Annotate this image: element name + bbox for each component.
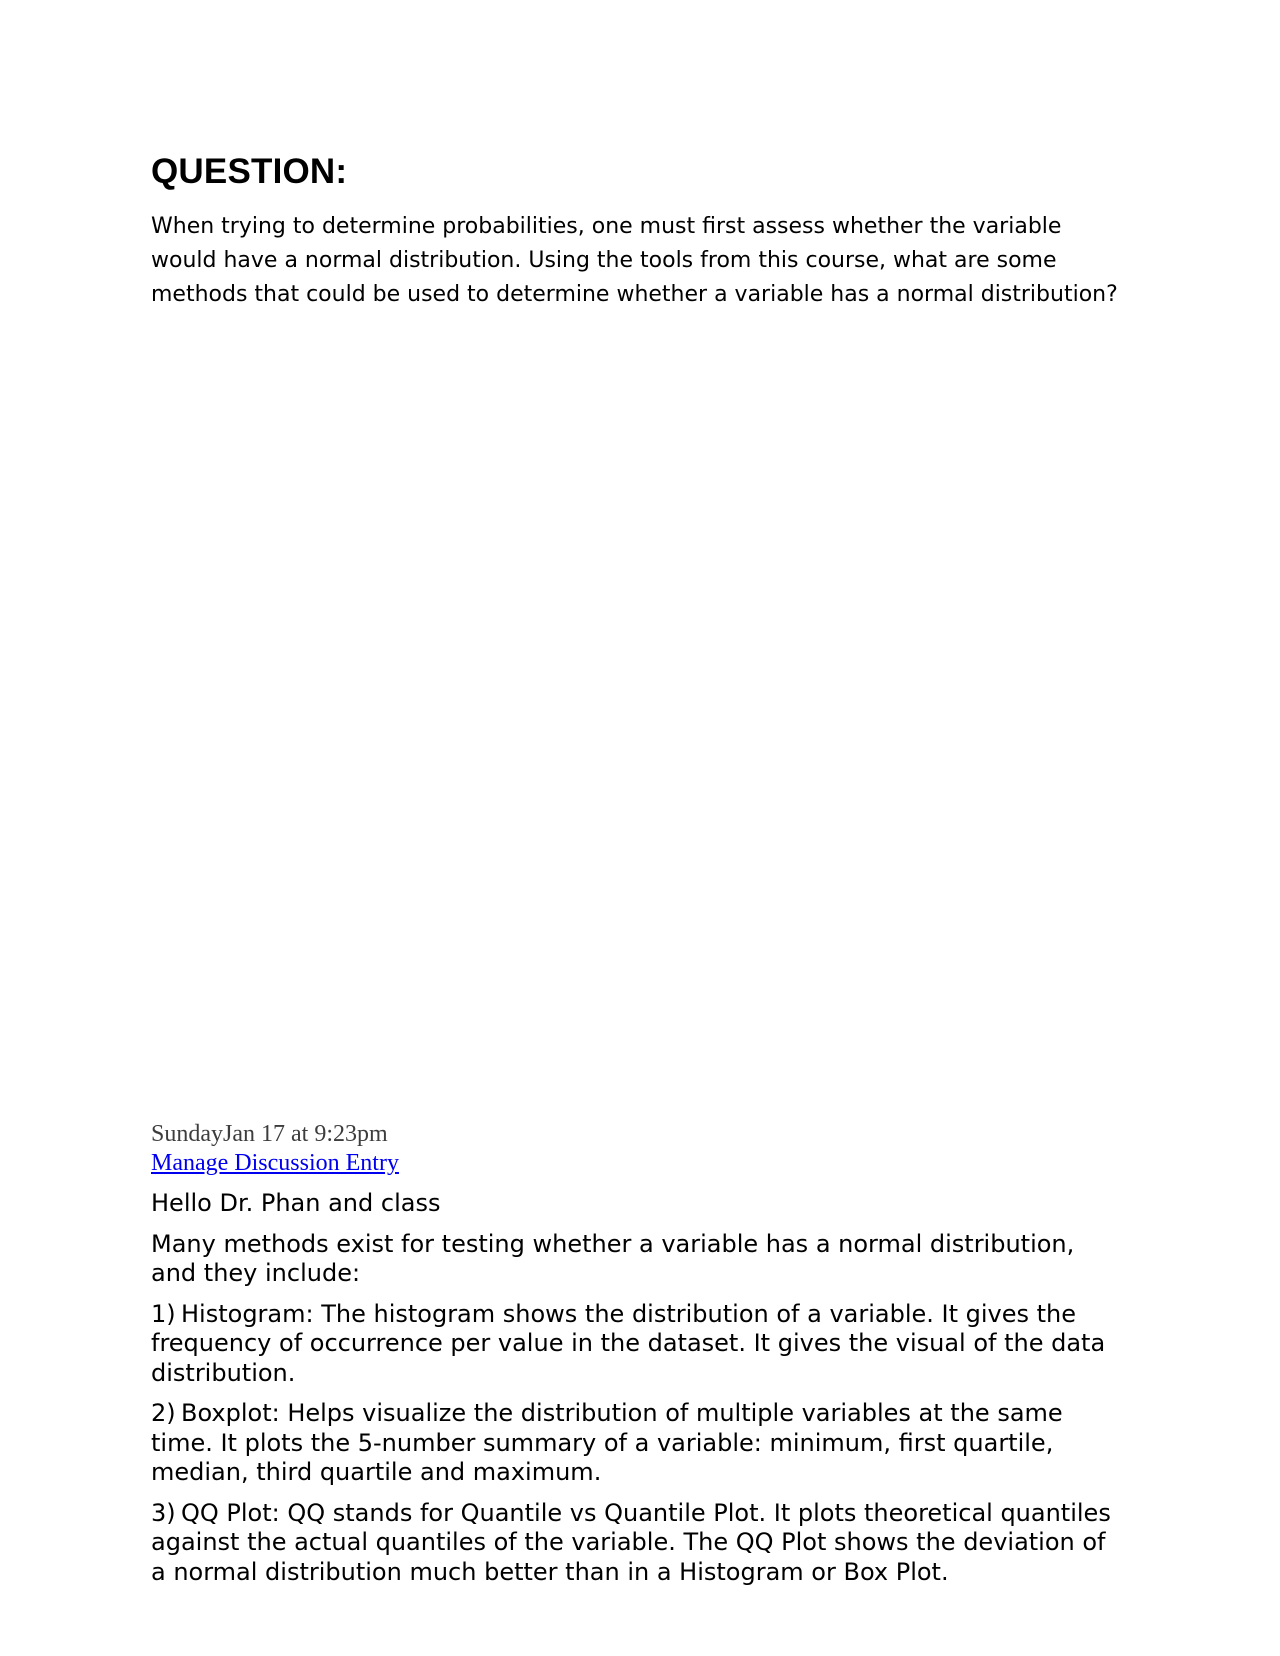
list-item	[151, 1300, 1121, 1389]
reply-intro: Many methods exist for testing whether a variable has a normal distribution, and they include:	[151, 1229, 1075, 1287]
question-heading: QUESTION:	[151, 152, 348, 191]
question-text: When trying to determine probabilities, one must first assess whether the variable would have a normal distribution. Using the tools from this course, what are some methods that could be used to determine whether a variable has a normal distribution?	[151, 214, 1118, 307]
list-item-text: Histogram: The histogram shows the distribution of a variable. It gives the frequency of occurrence per value in the dataset. It gives the visual of the data distribution.	[151, 1299, 1106, 1387]
list-item	[151, 1499, 1121, 1588]
list-item	[151, 1399, 1121, 1488]
list-item-number: 2)	[151, 1399, 176, 1427]
list-item-text: QQ Plot: QQ stands for Quantile vs Quantile Plot. It plots theoretical quantiles against the actual quantiles of the variable. The QQ Plot shows the deviation of a normal distribution much better than in a Histogram or Box Plot.	[151, 1498, 1111, 1586]
reply-greeting: Hello Dr. Phan and class	[151, 1189, 441, 1217]
manage-discussion-entry-link[interactable]: Manage Discussion Entry	[151, 1150, 399, 1176]
entry-timestamp: SundayJan 17 at 9:23pm	[151, 1121, 388, 1147]
list-item-number: 3)	[151, 1498, 176, 1527]
list-item-text: Boxplot: Helps visualize the distribution of multiple variables at the same time. It plots the 5-number summary of a variable: minimum, first quartile, median, third quartile and maximum.	[151, 1399, 1063, 1486]
entry-meta	[151, 1120, 399, 1178]
list-item-number: 1)	[151, 1299, 176, 1328]
discussion-reply	[151, 1189, 1121, 1598]
